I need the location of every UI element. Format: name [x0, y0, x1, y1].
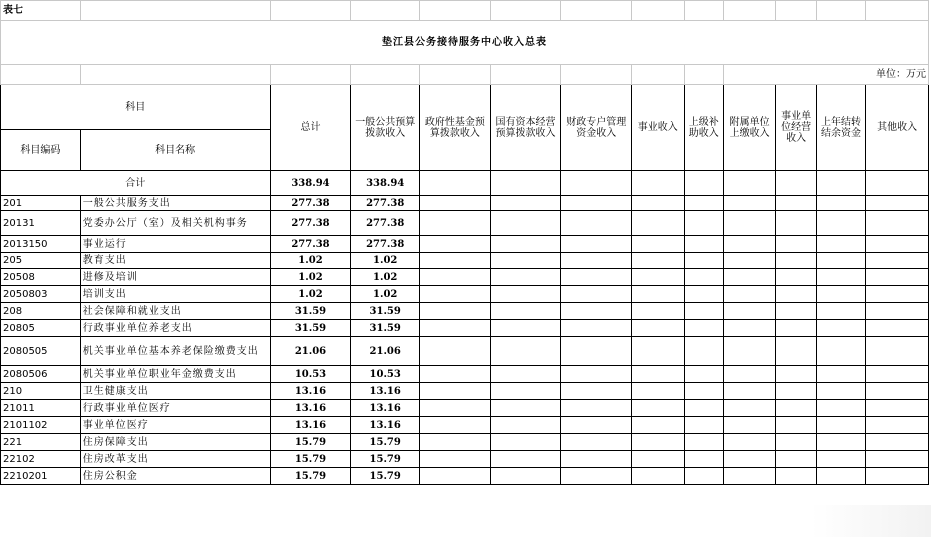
row-name: 机关事业单位职业年金缴费支出	[80, 366, 270, 383]
empty-cell	[420, 400, 491, 417]
row-code: 2080506	[1, 366, 81, 383]
row-general-budget: 13.16	[351, 417, 420, 434]
row-name: 党委办公厅（室）及相关机构事务	[80, 211, 270, 236]
table-row	[1, 253, 929, 269]
header-subject: 科目	[1, 85, 271, 130]
row-general-budget: 1.02	[351, 253, 420, 269]
empty-cell	[866, 269, 929, 286]
empty-cell	[561, 286, 632, 303]
row-general-budget: 15.79	[351, 451, 420, 468]
empty-cell	[561, 417, 632, 434]
empty-cell	[816, 468, 865, 485]
table-row	[1, 366, 929, 383]
row-general-budget: 277.38	[351, 236, 420, 253]
empty-cell	[490, 337, 561, 366]
empty-cell	[490, 269, 561, 286]
empty-cell	[776, 286, 816, 303]
table-row	[1, 383, 929, 400]
row-total: 13.16	[270, 417, 351, 434]
empty-cell	[723, 400, 776, 417]
empty-cell	[816, 196, 865, 211]
empty-cell	[684, 320, 723, 337]
empty-cell	[632, 468, 685, 485]
empty-cell	[561, 303, 632, 320]
header-gov-fund: 政府性基金预算拨款收入	[420, 85, 491, 171]
empty-cell	[561, 211, 632, 236]
empty-cell	[561, 320, 632, 337]
empty-cell	[816, 303, 865, 320]
row-name: 一般公共服务支出	[80, 196, 270, 211]
row-name: 事业运行	[80, 236, 270, 253]
empty-cell	[490, 451, 561, 468]
empty-cell	[816, 211, 865, 236]
empty-cell	[684, 434, 723, 451]
empty-cell	[490, 320, 561, 337]
row-code: 2210201	[1, 468, 81, 485]
header-business-income: 事业收入	[632, 85, 685, 171]
empty-cell	[684, 337, 723, 366]
empty-cell	[632, 320, 685, 337]
empty-cell	[561, 236, 632, 253]
table-row	[1, 211, 929, 236]
header-other-income: 其他收入	[866, 85, 929, 171]
empty-cell	[632, 253, 685, 269]
empty-cell	[420, 434, 491, 451]
empty-cell	[866, 468, 929, 485]
table-row	[1, 269, 929, 286]
row-total: 13.16	[270, 383, 351, 400]
empty-cell	[490, 303, 561, 320]
empty-cell	[420, 337, 491, 366]
empty-cell	[632, 286, 685, 303]
header-total: 总计	[270, 85, 351, 171]
empty-cell	[632, 269, 685, 286]
empty-cell	[723, 434, 776, 451]
empty-cell	[420, 451, 491, 468]
empty-cell	[866, 286, 929, 303]
row-name: 卫生健康支出	[80, 383, 270, 400]
row-total: 10.53	[270, 366, 351, 383]
empty-cell	[420, 196, 491, 211]
row-total: 1.02	[270, 269, 351, 286]
empty-cell	[723, 253, 776, 269]
row-name: 行政事业单位医疗	[80, 400, 270, 417]
empty-cell	[723, 286, 776, 303]
row-total: 277.38	[270, 211, 351, 236]
empty-cell	[776, 320, 816, 337]
table-row	[1, 468, 929, 485]
row-code: 205	[1, 253, 81, 269]
empty-cell	[684, 253, 723, 269]
row-general-budget: 15.79	[351, 434, 420, 451]
row-code: 20508	[1, 269, 81, 286]
table-row	[1, 320, 929, 337]
empty-cell	[632, 303, 685, 320]
empty-cell	[723, 366, 776, 383]
empty-cell	[684, 303, 723, 320]
empty-cell	[866, 337, 929, 366]
row-code: 2101102	[1, 417, 81, 434]
empty-cell	[490, 211, 561, 236]
empty-cell	[776, 400, 816, 417]
row-code: 210	[1, 383, 81, 400]
empty-cell	[816, 417, 865, 434]
empty-cell	[776, 196, 816, 211]
label-row	[1, 1, 929, 21]
empty-cell	[723, 337, 776, 366]
empty-cell	[866, 320, 929, 337]
empty-cell	[723, 211, 776, 236]
empty-cell	[723, 236, 776, 253]
row-total: 13.16	[270, 400, 351, 417]
empty-cell	[816, 383, 865, 400]
header-affiliated-income: 附属单位上缴收入	[723, 85, 776, 171]
row-code: 2050803	[1, 286, 81, 303]
title-row	[1, 21, 929, 65]
corner-fade	[811, 505, 931, 537]
empty-cell	[776, 337, 816, 366]
row-name: 社会保障和就业支出	[80, 303, 270, 320]
empty-cell	[561, 196, 632, 211]
empty-cell	[816, 269, 865, 286]
header-state-capital: 国有资本经营预算拨款收入	[490, 85, 561, 171]
empty-cell	[816, 236, 865, 253]
empty-cell	[776, 253, 816, 269]
empty-cell	[561, 434, 632, 451]
empty-cell	[866, 253, 929, 269]
table-row	[1, 337, 929, 366]
row-general-budget: 21.06	[351, 337, 420, 366]
row-total: 1.02	[270, 253, 351, 269]
empty-cell	[490, 236, 561, 253]
header-fiscal-special: 财政专户管理资金收入	[561, 85, 632, 171]
header-operating-income: 事业单位经营收入	[776, 85, 816, 171]
empty-cell	[776, 468, 816, 485]
empty-cell	[866, 417, 929, 434]
row-code: 21011	[1, 400, 81, 417]
empty-cell	[632, 337, 685, 366]
row-name: 事业单位医疗	[80, 417, 270, 434]
row-general-budget: 31.59	[351, 320, 420, 337]
table-label: 表七	[1, 1, 81, 21]
empty-cell	[816, 451, 865, 468]
empty-cell	[490, 468, 561, 485]
empty-cell	[723, 196, 776, 211]
table-body	[1, 171, 929, 485]
empty-cell	[816, 286, 865, 303]
empty-cell	[632, 400, 685, 417]
empty-cell	[684, 286, 723, 303]
row-general-budget: 1.02	[351, 286, 420, 303]
row-name: 住房保障支出	[80, 434, 270, 451]
row-total: 277.38	[270, 196, 351, 211]
unit-row	[1, 65, 929, 85]
table-row	[1, 417, 929, 434]
row-general-budget: 1.02	[351, 269, 420, 286]
empty-cell	[561, 383, 632, 400]
empty-cell	[561, 451, 632, 468]
empty-cell	[420, 417, 491, 434]
row-name: 培训支出	[80, 286, 270, 303]
row-total: 15.79	[270, 434, 351, 451]
table-row	[1, 434, 929, 451]
empty-cell	[776, 383, 816, 400]
row-code: 22102	[1, 451, 81, 468]
empty-cell	[723, 383, 776, 400]
empty-cell	[561, 253, 632, 269]
row-total: 31.59	[270, 303, 351, 320]
row-code: 201	[1, 196, 81, 211]
header-subject-code: 科目编码	[1, 130, 81, 171]
empty-cell	[816, 320, 865, 337]
empty-cell	[866, 366, 929, 383]
row-name: 住房公积金	[80, 468, 270, 485]
row-name: 教育支出	[80, 253, 270, 269]
empty-cell	[684, 468, 723, 485]
empty-cell	[816, 400, 865, 417]
empty-cell	[420, 366, 491, 383]
empty-cell	[490, 253, 561, 269]
empty-cell	[776, 434, 816, 451]
empty-cell	[490, 286, 561, 303]
empty-cell	[684, 366, 723, 383]
row-general-budget: 31.59	[351, 303, 420, 320]
empty-cell	[684, 451, 723, 468]
empty-cell	[866, 236, 929, 253]
header-carryover: 上年结转结余资金	[816, 85, 865, 171]
empty-cell	[684, 400, 723, 417]
empty-cell	[420, 320, 491, 337]
empty-cell	[684, 383, 723, 400]
empty-cell	[561, 468, 632, 485]
empty-cell	[776, 366, 816, 383]
total-row	[1, 171, 929, 196]
empty-cell	[723, 468, 776, 485]
empty-cell	[684, 269, 723, 286]
empty-cell	[490, 417, 561, 434]
empty-cell	[632, 451, 685, 468]
empty-cell	[816, 366, 865, 383]
row-general-budget: 13.16	[351, 383, 420, 400]
empty-cell	[420, 211, 491, 236]
empty-cell	[776, 303, 816, 320]
empty-cell	[490, 434, 561, 451]
empty-cell	[632, 196, 685, 211]
row-general-budget: 15.79	[351, 468, 420, 485]
row-code: 2013150	[1, 236, 81, 253]
row-general-budget: 277.38	[351, 211, 420, 236]
header-general-budget: 一般公共预算拨款收入	[351, 85, 420, 171]
row-code: 221	[1, 434, 81, 451]
empty-cell	[561, 400, 632, 417]
empty-cell	[866, 303, 929, 320]
unit-label: 单位：万元	[723, 65, 928, 85]
empty-cell	[866, 400, 929, 417]
row-total: 15.79	[270, 468, 351, 485]
empty-cell	[420, 236, 491, 253]
empty-cell	[866, 434, 929, 451]
empty-cell	[632, 434, 685, 451]
total-label: 合计	[1, 171, 271, 196]
table-row	[1, 303, 929, 320]
header-subject-name: 科目名称	[80, 130, 270, 171]
empty-cell	[723, 303, 776, 320]
empty-cell	[816, 434, 865, 451]
empty-cell	[632, 366, 685, 383]
empty-cell	[816, 253, 865, 269]
row-name: 行政事业单位养老支出	[80, 320, 270, 337]
empty-cell	[490, 196, 561, 211]
row-name: 住房改革支出	[80, 451, 270, 468]
empty-cell	[723, 269, 776, 286]
row-total: 15.79	[270, 451, 351, 468]
empty-cell	[420, 253, 491, 269]
row-general-budget: 13.16	[351, 400, 420, 417]
header-row-1	[1, 85, 929, 130]
empty-cell	[632, 211, 685, 236]
row-general-budget: 10.53	[351, 366, 420, 383]
empty-cell	[632, 383, 685, 400]
row-name: 进修及培训	[80, 269, 270, 286]
empty-cell	[684, 417, 723, 434]
empty-cell	[420, 468, 491, 485]
row-code: 20131	[1, 211, 81, 236]
empty-cell	[866, 211, 929, 236]
table-row	[1, 196, 929, 211]
empty-cell	[490, 366, 561, 383]
empty-cell	[776, 417, 816, 434]
header-superior-subsidy: 上级补助收入	[684, 85, 723, 171]
empty-cell	[723, 320, 776, 337]
empty-cell	[776, 211, 816, 236]
empty-cell	[420, 303, 491, 320]
empty-cell	[684, 236, 723, 253]
empty-cell	[420, 269, 491, 286]
empty-cell	[816, 337, 865, 366]
row-code: 2080505	[1, 337, 81, 366]
row-code: 20805	[1, 320, 81, 337]
row-code: 208	[1, 303, 81, 320]
empty-cell	[776, 269, 816, 286]
empty-cell	[723, 417, 776, 434]
empty-cell	[866, 196, 929, 211]
total-general-budget: 338.94	[351, 171, 420, 196]
empty-cell	[776, 236, 816, 253]
empty-cell	[723, 451, 776, 468]
row-general-budget: 277.38	[351, 196, 420, 211]
table-row	[1, 236, 929, 253]
empty-cell	[776, 451, 816, 468]
empty-cell	[866, 451, 929, 468]
empty-cell	[490, 400, 561, 417]
row-name: 机关事业单位基本养老保险缴费支出	[80, 337, 270, 366]
empty-cell	[632, 236, 685, 253]
table-row	[1, 400, 929, 417]
page-title: 垫江县公务接待服务中心收入总表	[1, 21, 929, 65]
total-total: 338.94	[270, 171, 351, 196]
empty-cell	[490, 383, 561, 400]
empty-cell	[684, 211, 723, 236]
empty-cell	[420, 286, 491, 303]
empty-cell	[632, 417, 685, 434]
empty-cell	[561, 366, 632, 383]
empty-cell	[561, 269, 632, 286]
row-total: 31.59	[270, 320, 351, 337]
row-total: 1.02	[270, 286, 351, 303]
empty-cell	[684, 196, 723, 211]
table-row	[1, 286, 929, 303]
row-total: 21.06	[270, 337, 351, 366]
table-row	[1, 451, 929, 468]
empty-cell	[420, 383, 491, 400]
empty-cell	[866, 383, 929, 400]
row-total: 277.38	[270, 236, 351, 253]
empty-cell	[561, 337, 632, 366]
